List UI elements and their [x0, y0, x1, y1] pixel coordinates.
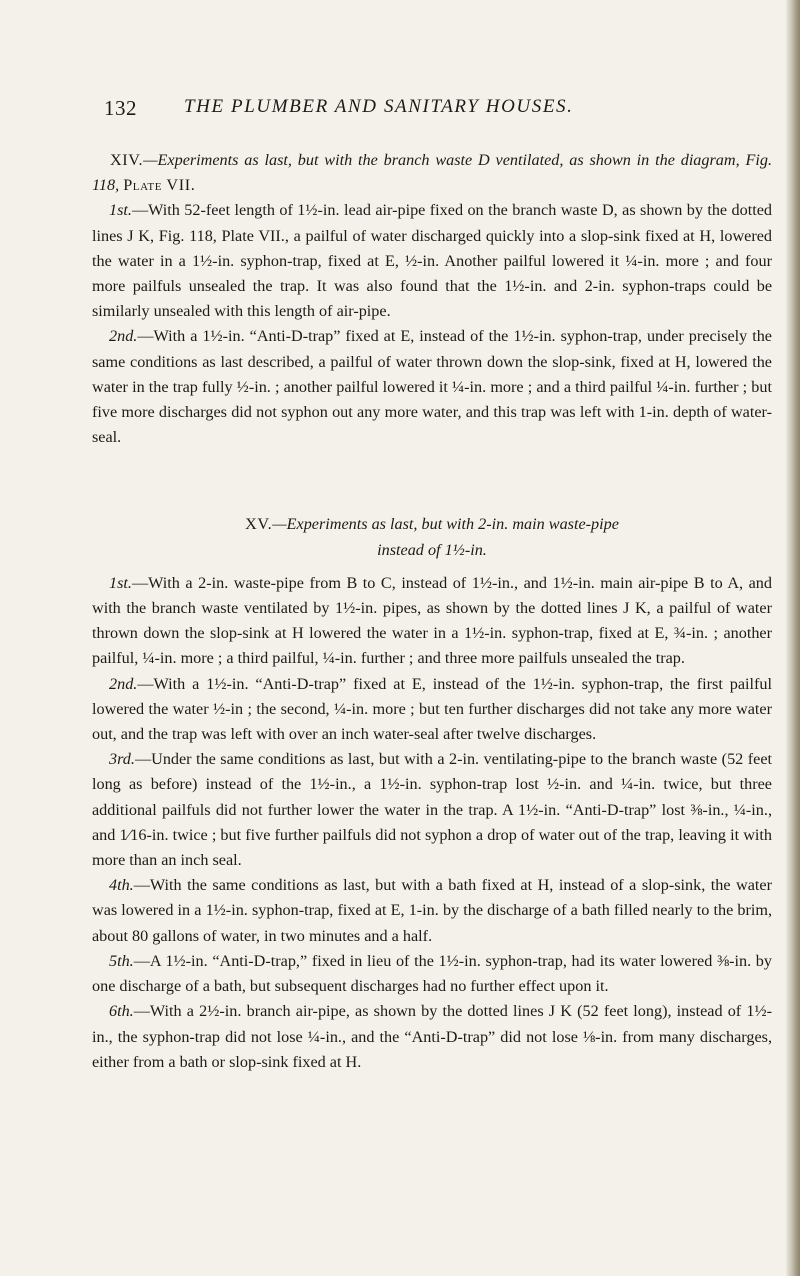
section-title: —Experiments as last, but with 2-in. main waste-pipe	[272, 515, 619, 534]
running-title: THE PLUMBER AND SANITARY HOUSES.	[184, 96, 574, 117]
experiment-number: 3rd.	[109, 750, 135, 769]
experiment-number: 6th.	[109, 1002, 134, 1021]
page-number: 132	[104, 96, 137, 120]
experiment-text: —With a 2-in. waste-pipe from B to C, instead of 1½-in., and 1½-in. main air-pipe B to A, and with the branch waste ventilated by 1½-in. pipes, as shown by the dotted lines J K, a pailful of water thrown down the slop-sink at H lowered the water in a 1½-in. syphon-trap, fixed at E, ¾-in. ; another pailful, ¼-in. more ; a third pailful, ¼-in. further ; and three more pailfuls unsealed the trap.	[92, 573, 772, 668]
experiment-paragraph	[92, 873, 772, 949]
experiment-text: —With a 2½-in. branch air-pipe, as shown by the dotted lines J K (52 feet long), instead of 1½-in., the syphon-trap did not lose ¼-in., and the “Anti-D-trap” did not lose ⅛-in. from many discharges, either from a bath or slop-sink fixed at H.	[92, 1002, 772, 1071]
page-header	[92, 96, 772, 130]
section-heading	[92, 512, 772, 562]
experiment-paragraph	[92, 949, 772, 999]
experiment-number: 1st.	[109, 573, 132, 592]
experiment-number: 5th.	[109, 951, 134, 970]
experiment-text: —Under the same conditions as last, but with a 2-in. ventilating-pipe to the branch waste (52 feet long as before) instead of the 1½-in., a 1½-in. syphon-trap lost ½-in. and ¼-in. twice, but three additional pailfuls did not further lower the water in the trap. A 1½-in. “Anti-D-trap” lost ⅜-in., ¼-in., and 1⁄16-in. twice ; but five further pailfuls did not syphon a drop of water out of the trap, leaving it with more than an inch seal.	[92, 750, 772, 870]
page-edge-shadow	[786, 0, 800, 1276]
experiment-text: —With the same conditions as last, but with a bath fixed at H, instead of a slop-sink, the water was lowered in a 1½-in. syphon-trap, fixed at E, 1-in. by the discharge of a bath filled nearly to the brim, about 80 gallons of water, in two minutes and a half.	[92, 876, 772, 945]
section-heading	[92, 148, 772, 198]
experiment-paragraph	[92, 198, 772, 324]
experiment-paragraph	[92, 747, 772, 873]
book-page	[92, 96, 772, 1075]
section-xv	[92, 512, 772, 1074]
experiment-text: —With a 1½-in. “Anti-D-trap” fixed at E, instead of the 1½-in. syphon-trap, under precisely the same conditions as last described, a pailful of water thrown down the slop-sink, fixed at H, lowered the water in the trap fully ½-in. ; another pailful lowered it ¼-in. more ; and a third pailful ¼-in. further ; but five more discharges did not syphon out any more water, and this trap was left with 1-in. depth of water-seal.	[92, 327, 772, 447]
experiment-paragraph	[92, 324, 772, 450]
plate-reference: Plate VII.	[123, 176, 196, 195]
section-title-continued: instead of 1½-in.	[377, 540, 487, 559]
experiment-number: 4th.	[109, 876, 134, 895]
experiment-text: —With a 1½-in. “Anti-D-trap” fixed at E, instead of the 1½-in. syphon-trap, the first pailful lowered the water ½-in ; the second, ¼-in. more ; but ten further discharges did not take any more water out, and the trap was left with over an inch water-seal after twelve discharges.	[92, 674, 772, 744]
experiment-paragraph	[92, 571, 772, 672]
experiment-text: —A 1½-in. “Anti-D-trap,” fixed in lieu of the 1½-in. syphon-trap, had its water lowered ⅜-in. by one discharge of a bath, but subsequent discharges had no further effect upon it.	[92, 951, 772, 996]
section-number: XV.	[245, 515, 273, 534]
experiment-number: 2nd.	[109, 674, 138, 693]
experiment-paragraph	[92, 999, 772, 1075]
section-title: —Experiments as last, but with the branch waste D ventilated, as shown in the diagram, Fig. 118,	[92, 151, 772, 195]
experiment-text: —With 52-feet length of 1½-in. lead air-pipe fixed on the branch waste D, as shown by the dotted lines J K, Fig. 118, Plate VII., a pailful of water discharged quickly into a slop-sink fixed at H, lowered the water in a 1½-in. syphon-trap, fixed at E, ½-in. Another pailful lowered it ¼-in. more ; and four more pailfuls unsealed the trap. It was also found that the 1½-in. and 2-in. syphon-traps could be similarly unsealed with this length of air-pipe.	[92, 201, 772, 321]
experiment-number: 1st.	[109, 201, 132, 220]
experiment-paragraph	[92, 672, 772, 748]
section-number: XIV.	[110, 151, 144, 169]
experiment-number: 2nd.	[109, 327, 138, 346]
section-xiv	[92, 148, 772, 450]
